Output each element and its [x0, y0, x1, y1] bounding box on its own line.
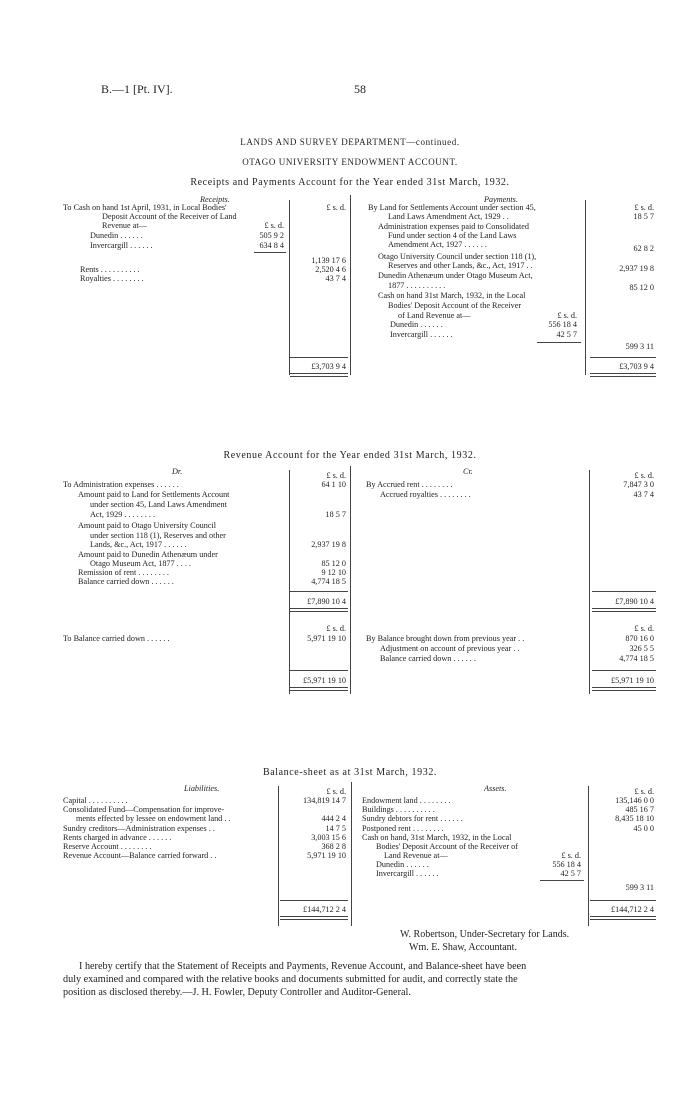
receipt-line: Revenue at—	[102, 221, 147, 230]
credit-line: By Accrued rent . . . . . . . .	[366, 480, 453, 489]
payment-line: Amendment Act, 1927 . . . . . .	[388, 240, 487, 249]
debit-line: under section 118 (1), Reserves and other	[90, 531, 226, 540]
payment-line: Reserves and other Lands, &c., Act, 1917 . .	[388, 261, 533, 270]
liabilities-heading: Liabilities.	[184, 784, 220, 793]
amount: 2,937 19 8	[619, 264, 654, 273]
asset-line: Invercargill . . . . . .	[376, 869, 439, 878]
credit-line: Adjustment on account of previous year . .	[380, 644, 520, 653]
lsd-header: £ s. d.	[634, 624, 654, 633]
liability-line: ments effected by lessee on endowment land . .	[76, 814, 231, 823]
receipts-payments-title: Receipts and Payments Account for the Year ended 31st March, 1932.	[190, 177, 510, 188]
amount: 444 2 4	[321, 814, 346, 823]
payment-line: Cash on hand 31st March, 1932, in the Local	[378, 291, 526, 300]
debit-line: To Administration expenses . . . . . .	[63, 480, 179, 489]
amount: 368 2 8	[321, 842, 346, 851]
liability-line: Capital . . . . . . . . . .	[63, 796, 128, 805]
department-title: LANDS AND SURVEY DEPARTMENT—continued.	[240, 137, 460, 147]
liability-line: Reserve Account . . . . . . . .	[63, 842, 152, 851]
amount: 5,971 19 10	[307, 851, 346, 860]
amount: 43 7 4	[633, 490, 654, 499]
asset-line: Land Revenue at—	[384, 851, 448, 860]
amount: 485 16 7	[625, 805, 654, 814]
debit-line: Remission of rent . . . . . . . .	[78, 568, 169, 577]
amount: 599 3 11	[625, 883, 654, 892]
debit-total: £7,890 10 4	[307, 597, 346, 606]
liability-line: Consolidated Fund—Compensation for improve-	[63, 805, 225, 814]
amount: 870 16 0	[625, 634, 654, 643]
lsd-header: £ s. d.	[326, 471, 346, 480]
receipt-line: Royalties . . . . . . . .	[80, 274, 144, 283]
payment-line: Invercargill . . . . . .	[390, 330, 453, 339]
receipts-total: £3,703 9 4	[311, 362, 346, 371]
liabilities-total: £144,712 2 4	[303, 905, 346, 914]
assets-heading: Assets.	[484, 784, 507, 793]
cr-heading: Cr.	[463, 467, 473, 476]
debit-line: Lands, &c., Act, 1917 . . . . . .	[90, 540, 187, 549]
payment-line: Dunedin Athenæum under Otago Museum Act,	[378, 271, 533, 280]
inner-lsd-header: £ s. d.	[561, 851, 581, 860]
lsd-header: £ s. d.	[634, 471, 654, 480]
amount: 42 5 7	[556, 330, 577, 339]
asset-line: Sundry debtors for rent . . . . . .	[362, 814, 463, 823]
lsd-header: £ s. d.	[634, 787, 654, 796]
liability-line: Rents charged in advance . . . . . .	[63, 833, 172, 842]
debit-line: Otago Museum Act, 1877 . . . .	[90, 559, 191, 568]
payment-line: Administration expenses paid to Consolidated	[378, 222, 529, 231]
inner-lsd-header: £ s. d.	[264, 221, 284, 230]
debit-line: Act, 1929 . . . . . . . .	[90, 510, 156, 519]
signature-accountant: Wm. E. Shaw, Accountant.	[409, 942, 517, 953]
payment-line: Otago University Council under section 118 (1),	[378, 252, 537, 261]
debit-line: Amount paid to Dunedin Athenæum under	[78, 550, 218, 559]
payment-line: Fund under section 4 of the Land Laws	[388, 231, 517, 240]
receipt-line: Invercargill . . . . . .	[90, 241, 153, 250]
amount: 3,003 15 6	[311, 833, 346, 842]
payment-line: Dunedin . . . . . .	[390, 320, 443, 329]
amount: 64 1 10	[321, 480, 346, 489]
lsd-header: £ s. d.	[326, 624, 346, 633]
amount: 5,971 19 10	[307, 634, 346, 643]
credit-line: Accrued royalties . . . . . . . .	[380, 490, 471, 499]
amount: 18 5 7	[633, 212, 654, 221]
debit-line: Amount paid to Land for Settlements Account	[78, 490, 230, 499]
credit-line: By Balance brought down from previous year . .	[366, 634, 525, 643]
signature-under-secretary: W. Robertson, Under-Secretary for Lands.	[400, 929, 570, 940]
amount: 634 8 4	[259, 241, 284, 250]
asset-line: Bodies' Deposit Account of the Receiver of	[376, 842, 518, 851]
credit-total: £5,971 19 10	[611, 676, 654, 685]
amount: 556 18 4	[552, 860, 581, 869]
amount: 4,774 18 5	[311, 577, 346, 586]
certificate-line: duly examined and compared with the relative books and documents submitted for audit, and correctly state the	[63, 974, 518, 985]
receipt-line: Deposit Account of the Receiver of Land	[102, 212, 237, 221]
payments-total: £3,703 9 4	[619, 362, 654, 371]
debit-line: Amount paid to Otago University Council	[78, 521, 217, 530]
amount: 135,146 0 0	[615, 796, 654, 805]
amount: 14 7 5	[325, 824, 346, 833]
debit-line: To Balance carried down . . . . . .	[63, 634, 170, 643]
receipt-line: To Cash on hand 1st April, 1931, in Local Bodies'	[63, 203, 227, 212]
amount: 505 9 2	[259, 231, 284, 240]
amount: 4,774 18 5	[619, 654, 654, 663]
amount: 556 18 4	[548, 320, 577, 329]
payment-line: Bodies' Deposit Account of the Receiver	[388, 301, 522, 310]
certificate-line: I hereby certify that the Statement of Receipts and Payments, Revenue Account, and Balance-sheet have been	[79, 961, 527, 972]
account-title: OTAGO UNIVERSITY ENDOWMENT ACCOUNT.	[242, 157, 458, 167]
page-number: 58	[354, 82, 366, 96]
amount: 7,847 3 0	[623, 480, 654, 489]
amount: 326 5 5	[629, 644, 654, 653]
amount: 45 0 0	[633, 824, 654, 833]
amount: 2,520 4 6	[315, 265, 346, 274]
amount: 85 12 0	[321, 559, 346, 568]
asset-line: Dunedin . . . . . .	[376, 860, 429, 869]
dr-heading: Dr.	[172, 467, 183, 476]
revenue-account-title: Revenue Account for the Year ended 31st March, 1932.	[223, 450, 477, 461]
receipts-heading: Receipts.	[200, 195, 230, 204]
liability-line: Sundry creditors—Administration expenses . .	[63, 824, 215, 833]
credit-total: £7,890 10 4	[615, 597, 654, 606]
asset-line: Buildings . . . . . . . . . .	[362, 805, 435, 814]
debit-line: Balance carried down . . . . . .	[78, 577, 174, 586]
amount: 9 12 10	[321, 568, 346, 577]
payments-heading: Payments.	[484, 195, 518, 204]
debit-total: £5,971 19 10	[303, 676, 346, 685]
amount: 8,435 18 10	[615, 814, 654, 823]
asset-line: Postponed rent . . . . . . . .	[362, 824, 444, 833]
receipt-line: Dunedin . . . . . .	[90, 231, 143, 240]
payment-line: Land Laws Amendment Act, 1929 . .	[388, 212, 509, 221]
payment-line: 1877 . . . . . . . . . .	[388, 281, 446, 290]
amount: 1,139 17 6	[311, 256, 346, 265]
assets-total: £144,712 2 4	[611, 905, 654, 914]
liability-line: Revenue Account—Balance carried forward . .	[63, 851, 217, 860]
payment-line: By Land for Settlements Account under section 45,	[368, 203, 536, 212]
amount: 43 7 4	[325, 274, 346, 283]
credit-line: Balance carried down . . . . . .	[380, 654, 476, 663]
balance-sheet-title: Balance-sheet as at 31st March, 1932.	[262, 767, 438, 778]
amount: 18 5 7	[325, 510, 346, 519]
page-reference: B.—1 [Pt. IV].	[101, 82, 173, 96]
asset-line: Cash on hand, 31st March, 1932, in the Local	[362, 833, 512, 842]
lsd-header: £ s. d.	[326, 787, 346, 796]
inner-lsd-header: £ s. d.	[557, 311, 577, 320]
amount: 85 12 0	[629, 283, 654, 292]
debit-line: under section 45, Land Laws Amendment	[90, 500, 227, 509]
lsd-header: £ s. d.	[634, 203, 654, 212]
certificate-line: position as disclosed thereby.—J. H. Fowler, Deputy Controller and Auditor-General.	[63, 987, 411, 998]
payment-line: of Land Revenue at—	[398, 311, 471, 320]
lsd-header: £ s. d.	[326, 203, 346, 212]
amount: 134,819 14 7	[303, 796, 346, 805]
asset-line: Endowment land . . . . . . . .	[362, 796, 451, 805]
amount: 2,937 19 8	[311, 540, 346, 549]
amount: 62 8 2	[633, 244, 654, 253]
amount: 42 5 7	[560, 869, 581, 878]
receipt-line: Rents . . . . . . . . . .	[80, 265, 140, 274]
amount: 599 3 11	[625, 342, 654, 351]
